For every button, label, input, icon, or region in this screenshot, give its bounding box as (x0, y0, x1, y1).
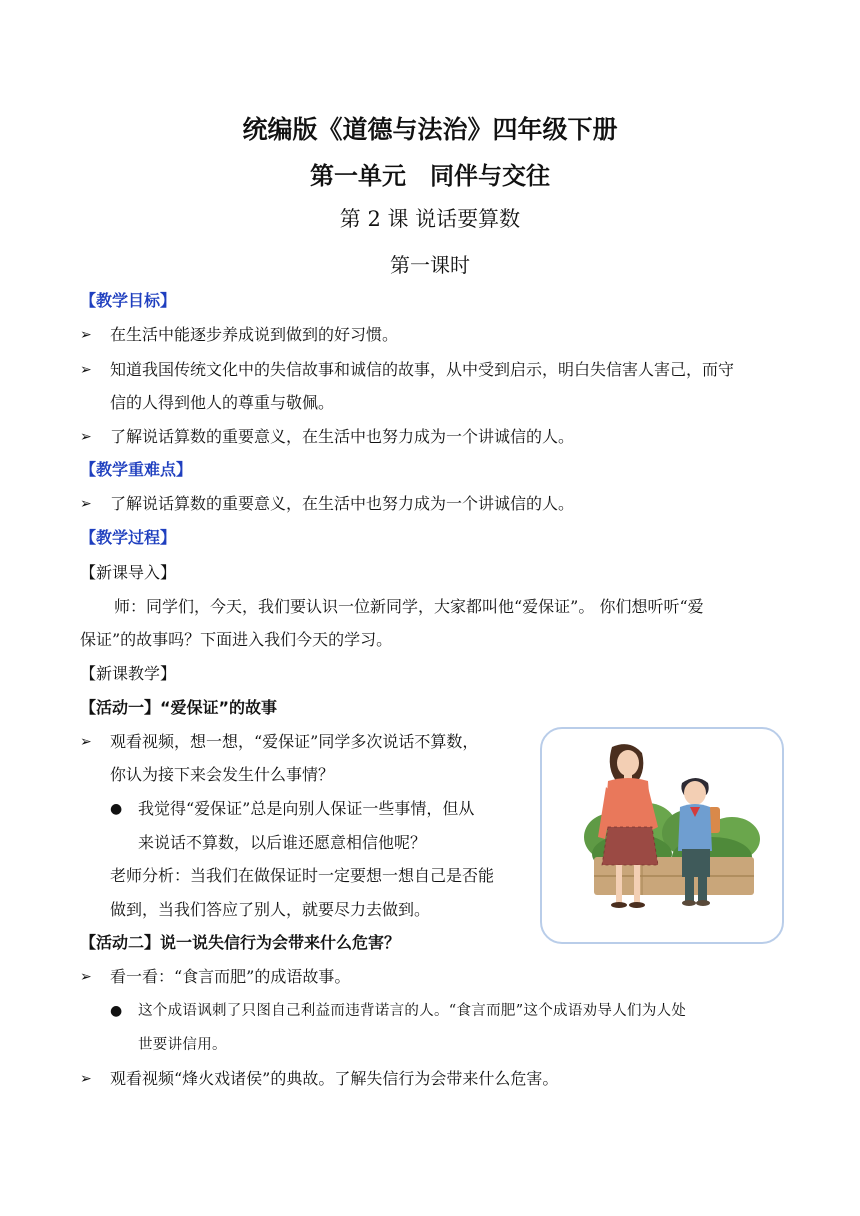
activity2-item: 看一看：“食言而肥”的成语故事。 (110, 967, 351, 986)
activity2-subitem: 这个成语讽刺了只图自己利益而违背诺言的人。“食言而肥”这个成语劝导人们为人处 (138, 1003, 687, 1019)
goal-item-continued: 信的人得到他人的尊重与敬佩。 (110, 393, 335, 412)
activity1-answer: 我觉得“爱保证”总是向别人保证一些事情，但从 (138, 799, 475, 818)
illustration-svg (542, 729, 782, 942)
process-heading: 【教学过程】 (80, 528, 177, 547)
lesson-title: 第 2 课 说话要算数 (339, 207, 521, 231)
activity2-heading: 【活动二】说一说失信行为会带来什么危害？ (80, 933, 401, 952)
activity1-heading: 【活动一】“爱保证”的故事 (80, 698, 278, 717)
teacher-and-student-illustration (540, 727, 784, 944)
activity1-answer-continued: 来说话不算数，以后谁还愿意相信他呢？ (138, 833, 427, 852)
arrow-bullet-icon: ➢ (80, 969, 92, 985)
dot-bullet-icon: ● (110, 1003, 123, 1019)
goals-heading: 【教学目标】 (80, 291, 177, 310)
intro-paragraph-line: 保证”的故事吗？下面进入我们今天的学习。 (80, 630, 393, 649)
arrow-bullet-icon: ➢ (80, 327, 92, 343)
goal-item: 知道我国传统文化中的失信故事和诚信的故事，从中受到启示，明白失信害人害己，而守 (110, 360, 735, 379)
dot-bullet-icon: ● (110, 801, 123, 817)
intro-heading: 【新课导入】 (80, 563, 177, 582)
arrow-bullet-icon: ➢ (80, 429, 92, 445)
book-title: 统编版《道德与法治》四年级下册 (242, 115, 618, 144)
arrow-bullet-icon: ➢ (80, 1071, 92, 1087)
activity1-question-continued: 你认为接下来会发生什么事情？ (110, 765, 335, 784)
key-point-item: 了解说话算数的重要意义，在生活中也努力成为一个讲诚信的人。 (110, 494, 575, 513)
arrow-bullet-icon: ➢ (80, 496, 92, 512)
teacher-analysis-continued: 做到，当我们答应了别人，就要尽力去做到。 (110, 900, 431, 919)
teacher-analysis: 老师分析：当我们在做保证时一定要想一想自己是否能 (110, 866, 495, 885)
key-points-heading: 【教学重难点】 (80, 460, 193, 479)
unit-title: 第一单元 同伴与交往 (310, 162, 550, 190)
activity1-question: 观看视频，想一想，“爱保证”同学多次说话不算数， (110, 732, 479, 751)
activity2-item: 观看视频“烽火戏诸侯”的典故。了解失信行为会带来什么危害。 (110, 1069, 559, 1088)
goal-item: 在生活中能逐步养成说到做到的好习惯。 (110, 325, 399, 344)
period-title: 第一课时 (390, 253, 470, 277)
activity2-subitem-continued: 世要讲信用。 (138, 1037, 227, 1053)
teach-heading: 【新课教学】 (80, 664, 177, 683)
arrow-bullet-icon: ➢ (80, 734, 92, 750)
goal-item: 了解说话算数的重要意义，在生活中也努力成为一个讲诚信的人。 (110, 427, 575, 446)
arrow-bullet-icon: ➢ (80, 362, 92, 378)
intro-paragraph-line: 师：同学们，今天，我们要认识一位新同学，大家都叫他“爱保证”。 你们想听听“爱 (114, 597, 704, 616)
